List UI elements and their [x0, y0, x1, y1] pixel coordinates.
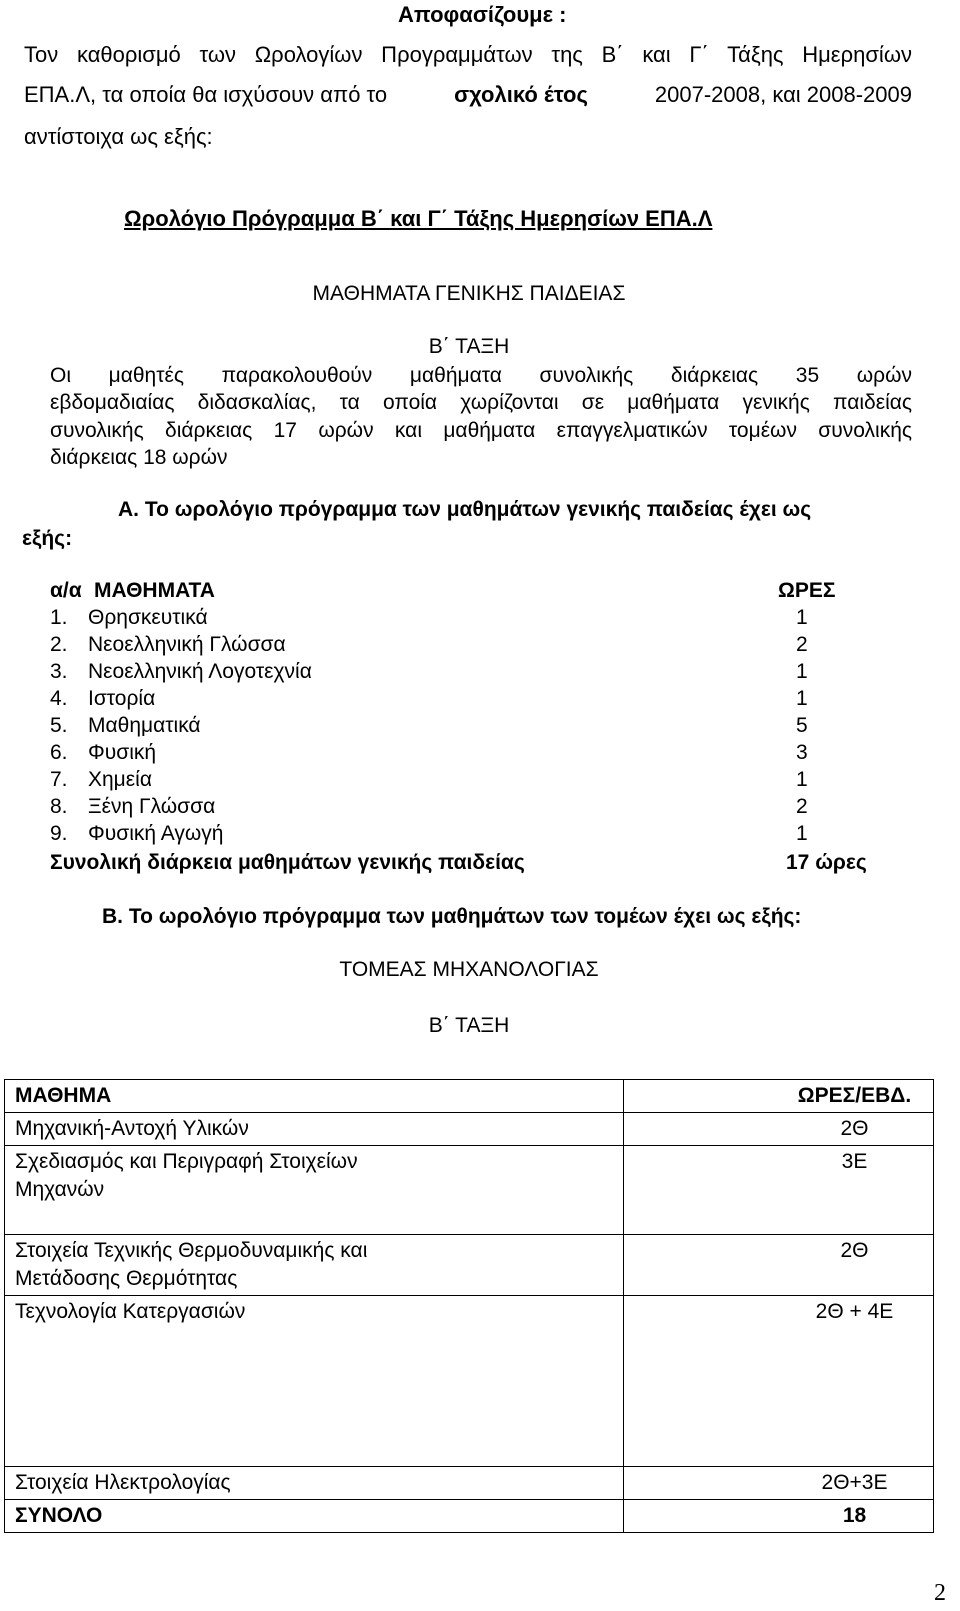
item-number: 6.: [50, 741, 68, 764]
intro-line-2: [24, 82, 912, 108]
general-list-item: [50, 822, 870, 849]
sector-table-row: [5, 1146, 934, 1235]
sector-table-header: [5, 1080, 934, 1113]
item-number: 3.: [50, 660, 68, 683]
sector-subject-line-1: Τεχνολογία Κατεργασιών: [15, 1300, 246, 1323]
item-number: 5.: [50, 714, 68, 737]
general-subjects-list: [50, 579, 870, 883]
sector-table-row: [5, 1235, 934, 1296]
item-number: 4.: [50, 687, 68, 710]
sector-subject-cell: [5, 1146, 624, 1235]
sector-total-label: ΣΥΝΟΛΟ: [5, 1500, 624, 1533]
description-line-3: συνολικής διάρκειας 17 ωρών και μαθήματα επαγγελματικών τομέων συνολικής: [50, 419, 912, 442]
general-list-header: [50, 579, 870, 606]
item-hours: 1: [796, 687, 808, 710]
item-hours: 2: [796, 633, 808, 656]
general-list-item: [50, 714, 870, 741]
sector-subject-cell: [5, 1113, 624, 1146]
grade-b-heading: Β΄ ΤΑΞΗ: [428, 335, 510, 358]
item-subject: Νεοελληνική Γλώσσα: [88, 633, 286, 656]
general-total-label: Συνολική διάρκεια μαθημάτων γενικής παιδείας: [50, 851, 525, 874]
general-list-item: [50, 741, 870, 768]
item-subject: Χημεία: [88, 768, 152, 791]
general-list-item: [50, 768, 870, 795]
col-subject-header: ΜΑΘΗΜΑΤΑ: [94, 579, 215, 602]
item-subject: Φυσική: [88, 741, 157, 764]
col-hours-header: ΩΡΕΣ: [778, 579, 836, 602]
sector-total-value: 18: [624, 1500, 934, 1533]
sector-hours-cell: 2Θ: [624, 1113, 934, 1146]
item-number: 2.: [50, 633, 68, 656]
item-number: 1.: [50, 606, 68, 629]
col-index-header: α/α: [50, 579, 82, 602]
description-line-2: εβδομαδιαίας διδασκαλίας, τα οποία χωρίζονται σε μαθήματα γενικής παιδείας: [50, 391, 912, 414]
item-subject: Φυσική Αγωγή: [88, 822, 224, 845]
item-subject: Θρησκευτικά: [88, 606, 208, 629]
general-list-item: [50, 660, 870, 687]
general-heading: ΜΑΘΗΜΑΤΑ ΓΕΝΙΚΗΣ ΠΑΙΔΕΙΑΣ: [312, 282, 626, 305]
sector-subject-line-2: Μηχανών: [15, 1178, 105, 1201]
sector-table: [4, 1079, 934, 1533]
sector-subject-line-1: Μηχανική-Αντοχή Υλικών: [15, 1117, 249, 1140]
general-list-item: [50, 633, 870, 660]
item-subject: Νεοελληνική Λογοτεχνία: [88, 660, 312, 683]
sector-heading: ΤΟΜΕΑΣ ΜΗΧΑΝΟΛΟΓΙΑΣ: [339, 958, 599, 981]
sector-subject-line-1: Στοιχεία Ηλεκτρολογίας: [15, 1471, 231, 1494]
item-subject: Μαθηματικά: [88, 714, 201, 737]
sector-subject-cell: [5, 1296, 624, 1467]
sector-subject-line-1: Στοιχεία Τεχνικής Θερμοδυναμικής και: [15, 1239, 368, 1262]
intro-line-1: Τον καθορισμό των Ωρολογίων Προγραμμάτων της Β΄ και Γ΄ Τάξης Ημερησίων: [24, 42, 912, 67]
section-a-heading: Α. Το ωρολόγιο πρόγραμμα των μαθημάτων γενικής παιδείας έχει ως: [118, 498, 812, 521]
sector-col-subject: ΜΑΘΗΜΑ: [5, 1080, 624, 1113]
sector-table-row: [5, 1296, 934, 1467]
item-hours: 1: [796, 660, 808, 683]
sector-hours-cell: 2Θ: [624, 1235, 934, 1296]
page-number: 2: [934, 1580, 946, 1606]
intro-line-3: αντίστοιχα ως εξής:: [24, 124, 213, 149]
item-subject: Ξένη Γλώσσα: [88, 795, 216, 818]
sector-total-row: [5, 1500, 934, 1533]
item-hours: 5: [796, 714, 808, 737]
sector-table-row: [5, 1467, 934, 1500]
item-number: 7.: [50, 768, 68, 791]
section-a-heading-cont: εξής:: [22, 527, 73, 550]
item-hours: 1: [796, 768, 808, 791]
item-hours: 1: [796, 606, 808, 629]
sector-subject-line-1: Σχεδιασμός και Περιγραφή Στοιχείων: [15, 1150, 358, 1173]
item-hours: 3: [796, 741, 808, 764]
sector-subject-cell: [5, 1235, 624, 1296]
general-list-item: [50, 606, 870, 633]
sector-hours-cell: 2Θ + 4Ε: [624, 1296, 934, 1467]
sector-subject-line-2: Μετάδοσης Θερμότητας: [15, 1267, 238, 1290]
section-b-heading: Β. Το ωρολόγιο πρόγραμμα των μαθημάτων των τομέων έχει ως εξής:: [102, 905, 802, 928]
intro-line-2-c: 2007-2008, και 2008-2009: [654, 82, 912, 107]
item-hours: 1: [796, 822, 808, 845]
item-hours: 2: [796, 795, 808, 818]
description-line-4: διάρκειας 18 ωρών: [50, 446, 228, 469]
decision-heading: Αποφασίζουμε :: [398, 2, 567, 27]
description-line-1: Οι μαθητές παρακολουθούν μαθήματα συνολικής διάρκειας 35 ωρών: [50, 364, 912, 387]
sector-table-row: [5, 1113, 934, 1146]
intro-line-2-bold: σχολικό έτος: [454, 82, 588, 107]
general-list-item: [50, 795, 870, 822]
item-number: 8.: [50, 795, 68, 818]
general-total-row: [50, 851, 870, 883]
sector-col-hours: ΩΡΕΣ/ΕΒΔ.: [624, 1080, 934, 1113]
sector-grade-heading: Β΄ ΤΑΞΗ: [428, 1014, 510, 1037]
item-subject: Ιστορία: [88, 687, 156, 710]
sector-hours-cell: 2Θ+3Ε: [624, 1467, 934, 1500]
schedule-title: Ωρολόγιο Πρόγραμμα Β΄ και Γ΄ Τάξης Ημερησίων ΕΠΑ.Λ: [124, 206, 713, 231]
sector-subject-cell: [5, 1467, 624, 1500]
general-total-value: 17 ώρες: [786, 851, 867, 874]
item-number: 9.: [50, 822, 68, 845]
intro-line-2-a: ΕΠΑ.Λ, τα οποία θα ισχύσουν από το: [24, 82, 388, 107]
general-list-item: [50, 687, 870, 714]
sector-hours-cell: 3Ε: [624, 1146, 934, 1235]
